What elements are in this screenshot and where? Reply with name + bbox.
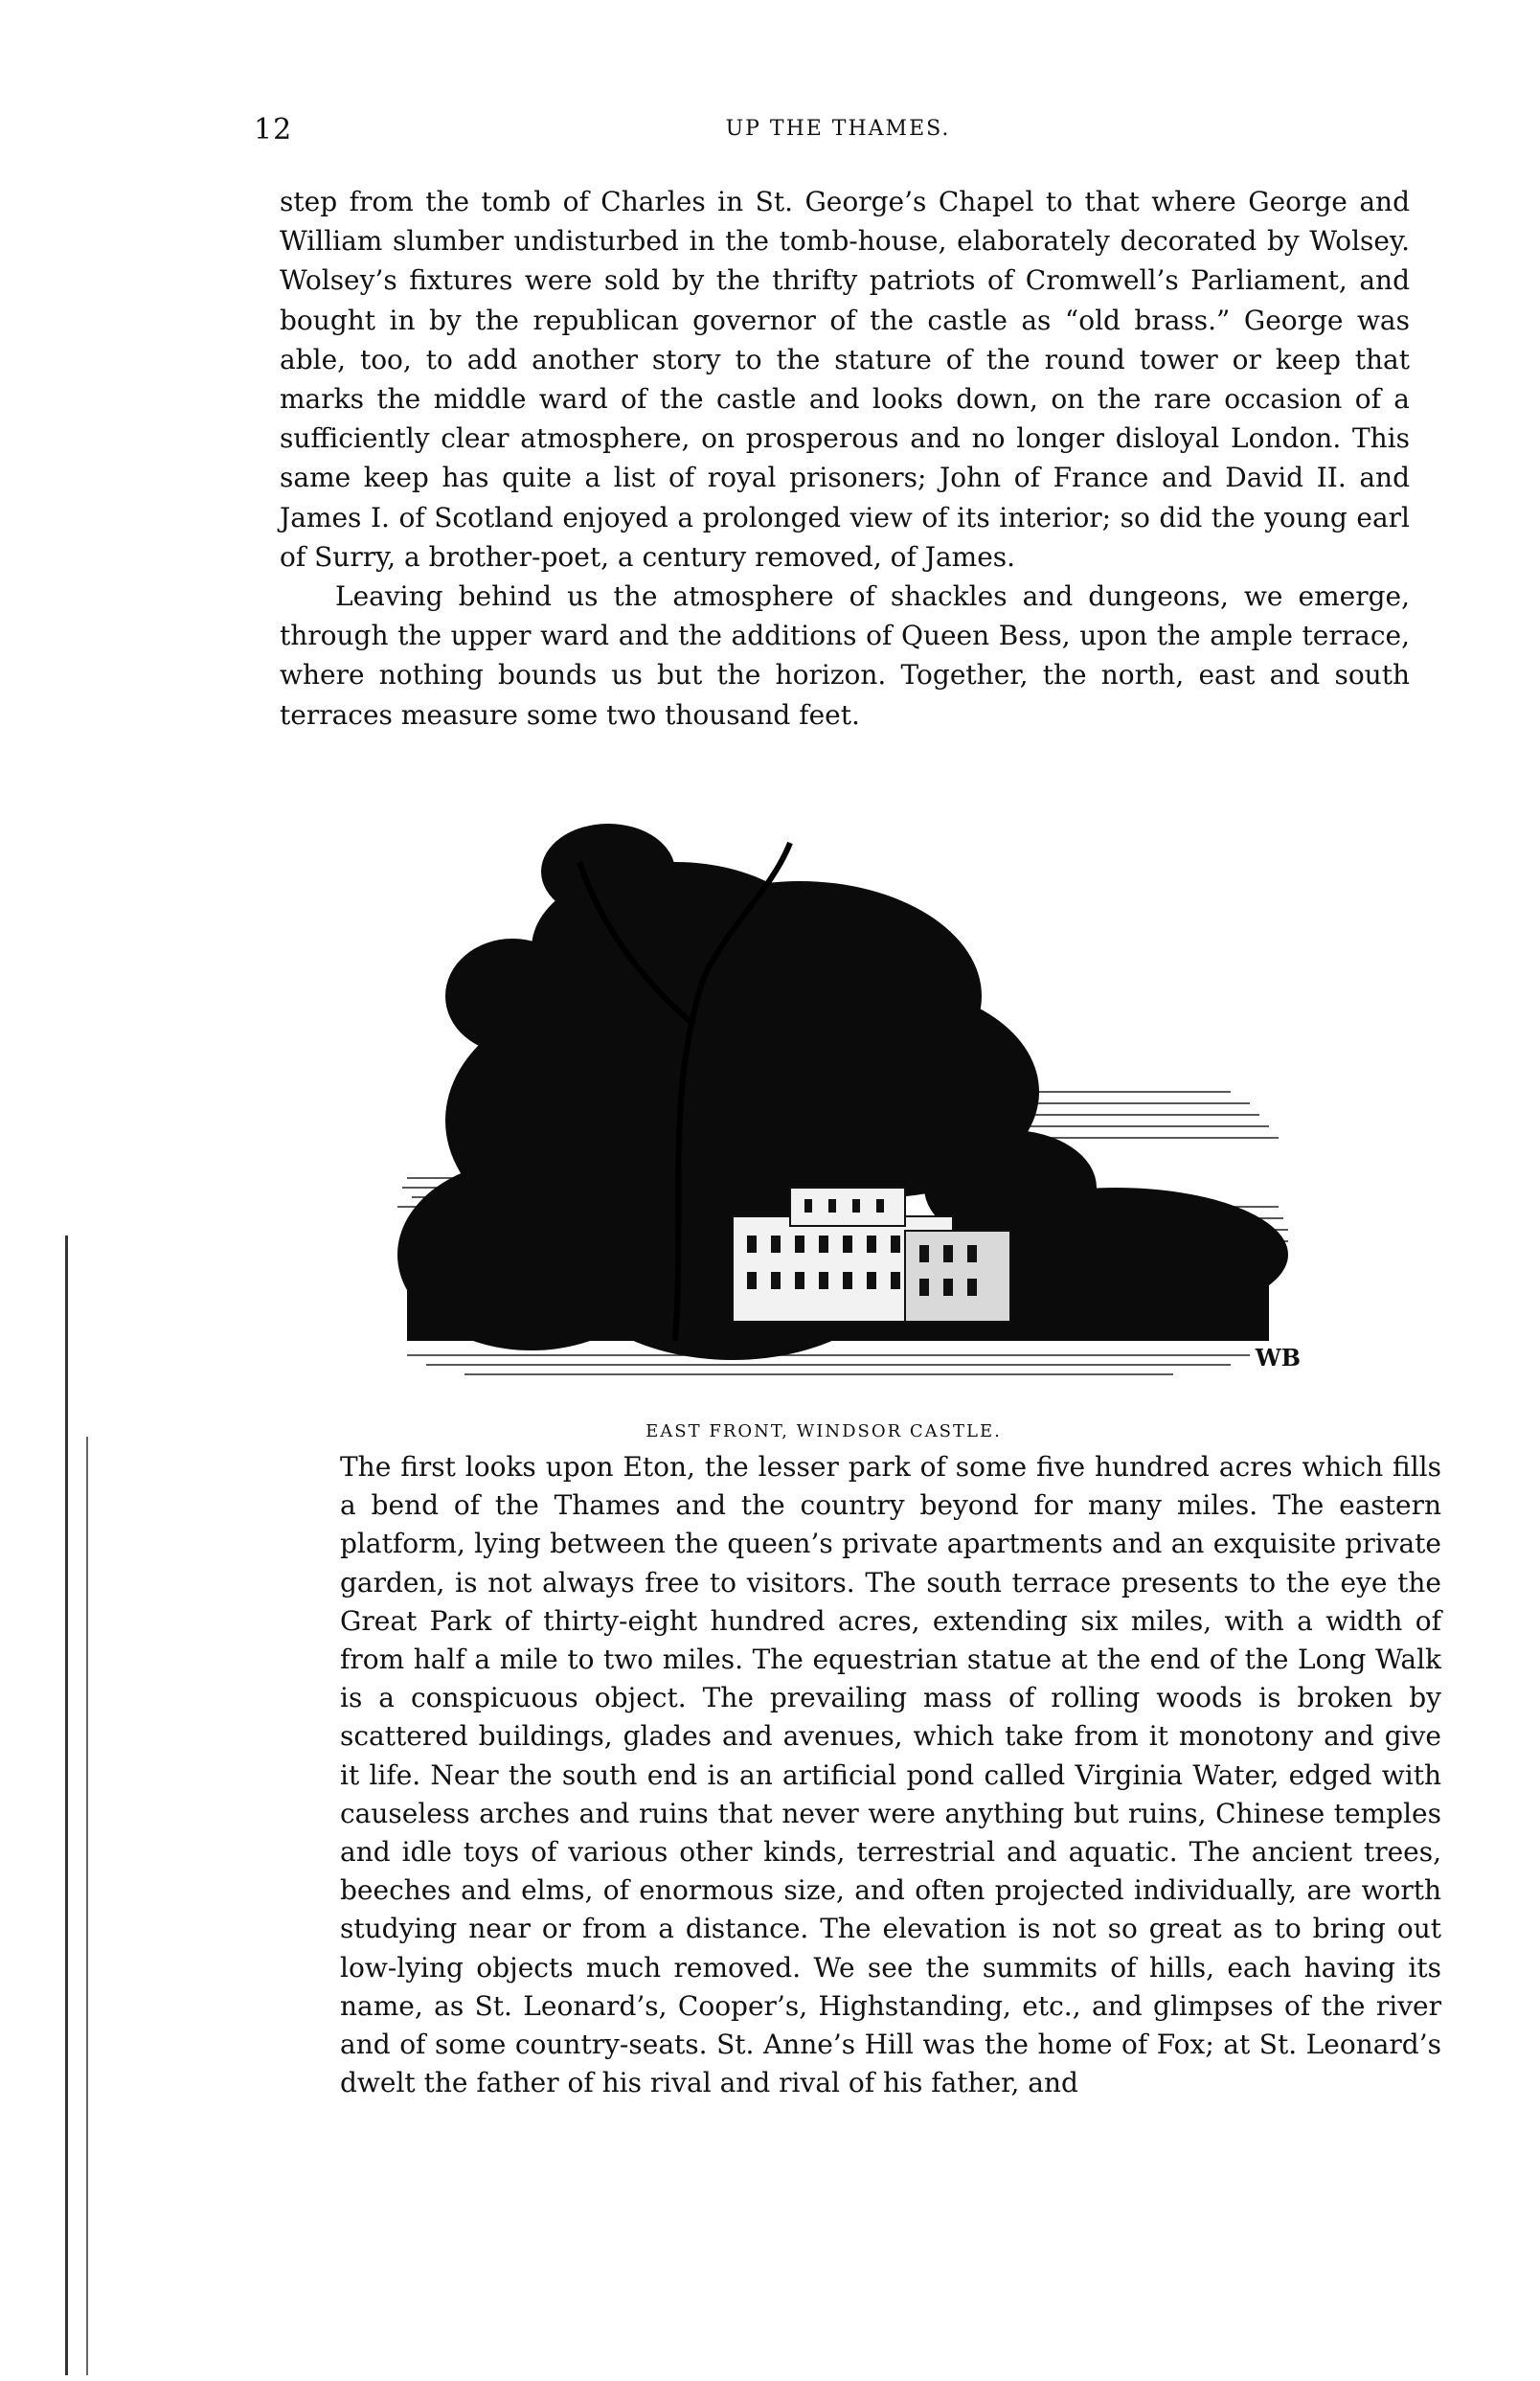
text-block-bottom: [340, 1448, 1441, 2102]
engraving-illustration: [388, 805, 1312, 1417]
paragraph-continued: step from the tomb of Charles in St. George’s Chapel to that where George and William slumber undisturbed in the tomb-house, elaborately decorated by Wolsey. Wolsey’s fixtures were sold by the thrifty patriots of Cromwell’s Parliament, and bought in by the republican governor of the castle as “old brass.” George was able, too, to add another story to the stature of the round tower or keep that marks the middle ward of the castle and looks down, on the rare occasion of a sufficiently clear atmosphere, on prosperous and no longer disloyal London. This same keep has quite a list of royal prisoners; John of France and David II. and James I. of Scotland enjoyed a prolonged view of its interior; so did the young earl of Surry, a brother-poet, a century removed, of James.: [280, 186, 1410, 573]
engraving-east-front-windsor-castle: [388, 805, 1312, 1417]
running-head: UP THE THAMES.: [725, 117, 951, 141]
gutter-shadow-line: [65, 1236, 68, 2375]
page-number: 12: [254, 113, 293, 147]
paragraph-views: The first looks upon Eton, the lesser park of some five hundred acres which fills a bend of the Thames and the country beyond for many miles. The eastern platform, lying between the queen’s private apartments and an exquisite private garden, is not always free to visitors. The south terrace presents to the eye the Great Park of thirty-eight hundred acres, extending six miles, with a width of from half a mile to two miles. The equestrian statue at the end of the Long Walk is a conspicuous object. The prevailing mass of rolling woods is broken by scattered buildings, glades and avenues, which take from it monotony and give it life. Near the south end is an artificial pond called Virginia Water, edged with causeless arches and ruins that never were anything but ruins, Chinese temples and idle toys of various other kinds, terrestrial and aquatic. The ancient trees, beeches and elms, of enormous size, and often projected individually, are worth studying near or from a distance. The elevation is not so great as to bring out low-lying objects much removed. We see the summits of hills, each having its name, as St. Leonard’s, Cooper’s, Highstanding, etc., and glimpses of the river and of some country-seats. St. Anne’s Hill was the home of Fox; at St. Leonard’s dwelt the father of his rival and rival of his father, and: [340, 1451, 1441, 2099]
figure-caption: EAST FRONT, WINDSOR CASTLE.: [645, 1421, 1002, 1441]
page-header: [254, 113, 1422, 151]
engraver-monogram: WB: [1255, 1344, 1301, 1372]
text-block-top: [280, 182, 1410, 735]
paragraph-terrace: Leaving behind us the atmosphere of shackles and dungeons, we emerge, through the upper ward and the additions of Queen Bess, upon the ample terrace, where nothing bounds us but the horizon. Together, the north, east and south terraces measure some two thousand feet.: [280, 580, 1410, 731]
gutter-shadow-line-faint: [86, 1437, 88, 2375]
